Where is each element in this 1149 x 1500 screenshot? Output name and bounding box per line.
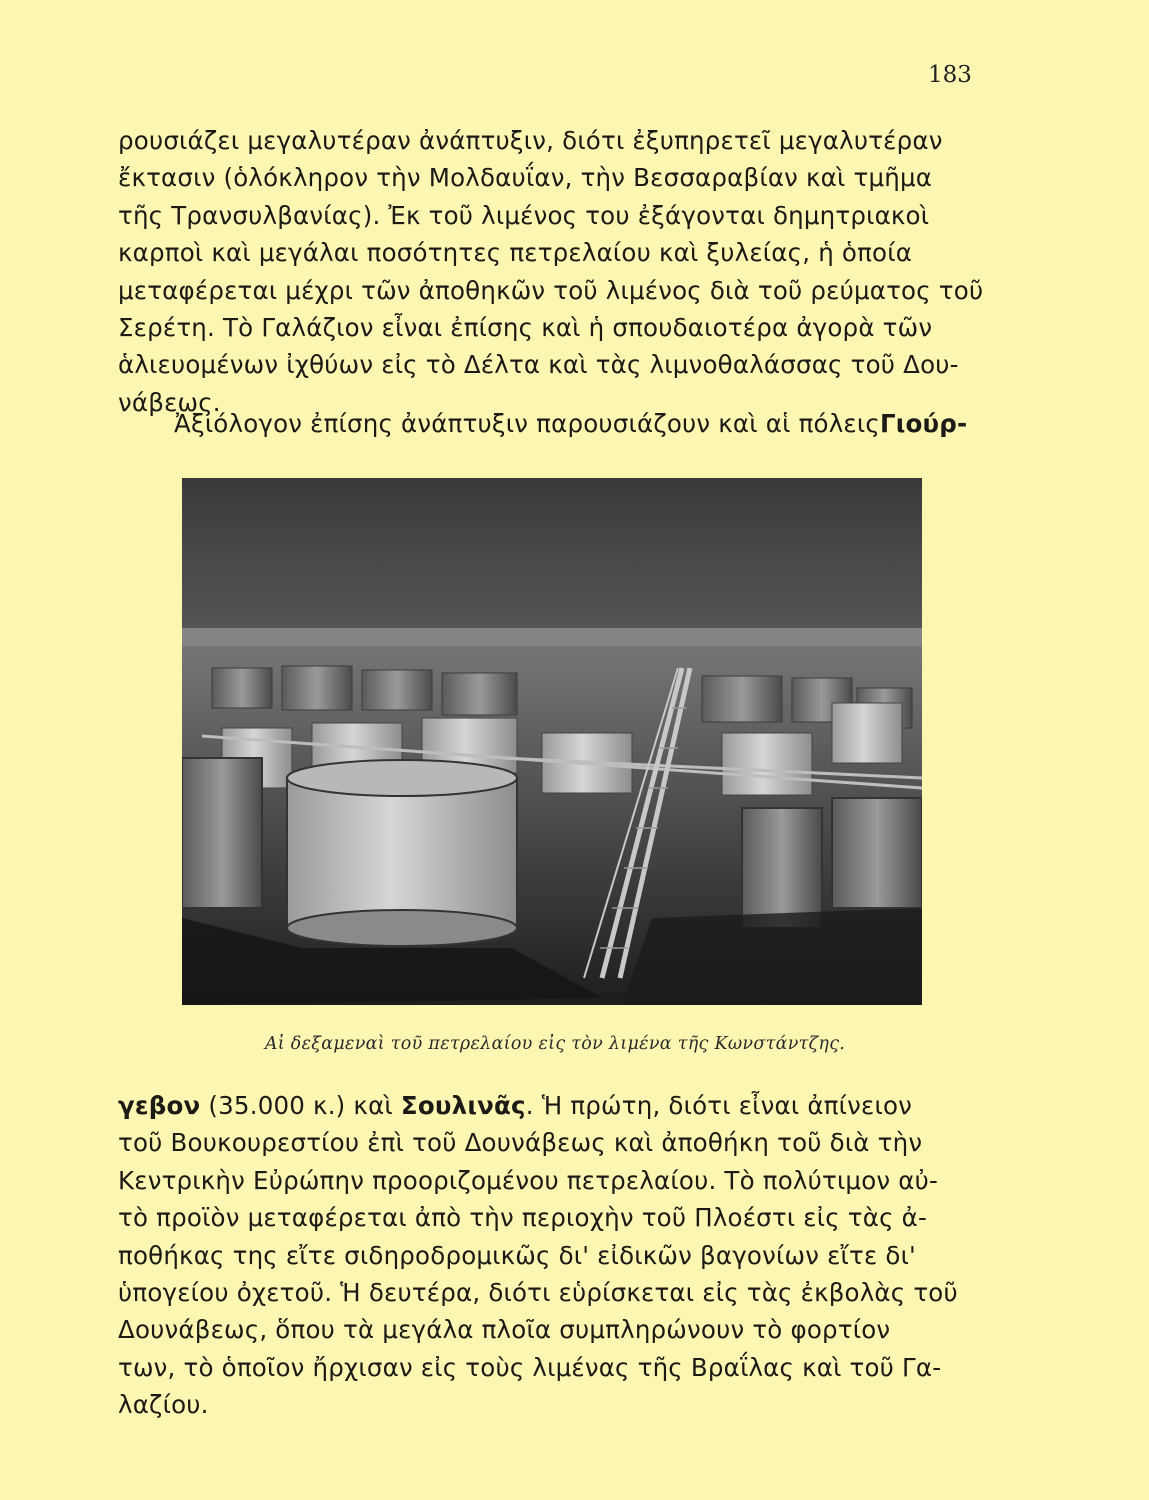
text-line: των, τὸ ὁποῖον ἤρχισαν εἰς τοὺς λιμένας τῆς Βραΐλας καὶ τοῦ Γα-	[118, 1352, 942, 1382]
text-line: Κεντρικὴν Εὐρώπην προοριζομένου πετρελαίου. Τὸ πολύτιμον αὐ-	[118, 1165, 939, 1195]
paragraph-1	[118, 122, 984, 421]
text-line: Δουνάβεως, ὅπου τὰ μεγάλα πλοῖα συμπληρώνουν τὸ φορτίον	[118, 1315, 891, 1345]
paragraph-2-bold-word: Γιούρ-	[879, 409, 968, 438]
text-line: καρποὶ καὶ μεγάλαι ποσότητες πετρελαίου καὶ ξυλείας, ἡ ὁποία	[118, 238, 913, 268]
photo-caption: Αἱ δεξαμεναὶ τοῦ πετρελαίου εἰς τὸν λιμένα τῆς Κωνστάντζης.	[264, 1034, 846, 1054]
bold-word-gevon: γεβον	[118, 1091, 201, 1120]
text-line: νάβεως.	[118, 387, 221, 417]
text-line: ἁλιευομένων ἰχθύων εἰς τὸ Δέλτα καὶ τὰς λιμνοθαλάσσας τοῦ Δου-	[118, 350, 959, 380]
oil-tanks-photo	[182, 478, 922, 1005]
bold-word-soulinas: Σουλινᾶς	[400, 1091, 526, 1120]
text-line-first	[118, 1087, 980, 1124]
text-line: τοῦ Βουκουρεστίου ἐπὶ τοῦ Δουνάβεως καὶ ἀποθήκη τοῦ διὰ τὴν	[118, 1128, 923, 1158]
text-line: Σερέτη. Τὸ Γαλάζιον εἶναι ἐπίσης καὶ ἡ σπουδαιοτέρα ἀγορὰ τῶν	[118, 313, 933, 343]
text-segment: (35.000 κ.) καὶ	[200, 1091, 401, 1120]
paragraph-3	[118, 1087, 980, 1424]
paragraph-2-text: Ἀξιόλογον ἐπίσης ἀνάπτυξιν παρουσιάζουν καὶ αἱ πόλεις	[174, 409, 880, 438]
text-line: λαζίου.	[118, 1390, 209, 1420]
text-line: ρουσιάζει μεγαλυτέραν ἀνάπτυξιν, διότι ἐξυπηρετεῖ μεγαλυτέραν	[118, 126, 943, 155]
text-line: ποθήκας της εἴτε σιδηροδρομικῶς δι' εἰδικῶν βαγονίων εἴτε δι'	[118, 1240, 916, 1270]
text-line: ἔκτασιν (ὁλόκληρον τὴν Μολδαυΐαν, τὴν Βεσσαραβίαν καὶ τμῆμα	[118, 163, 933, 193]
text-line: τῆς Τρανσυλβανίας). Ἐκ τοῦ λιμένος του ἐξάγονται δημητριακοὶ	[118, 200, 930, 230]
paragraph-2	[118, 405, 980, 442]
text-line: μεταφέρεται μέχρι τῶν ἀποθηκῶν τοῦ λιμένος διὰ τοῦ ρεύματος τοῦ	[118, 275, 984, 305]
page-number: 183	[928, 62, 972, 88]
text-line: τὸ προϊὸν μεταφέρεται ἀπὸ τὴν περιοχὴν τοῦ Πλοέστι εἰς τὰς ἀ-	[118, 1203, 928, 1233]
text-segment: . Ἡ πρώτη, διότι εἶναι ἀπίνειον	[525, 1091, 913, 1120]
text-line: ὑπογείου ὀχετοῦ. Ἡ δευτέρα, διότι εὑρίσκεται εἰς τὰς ἐκβολὰς τοῦ	[118, 1278, 958, 1308]
